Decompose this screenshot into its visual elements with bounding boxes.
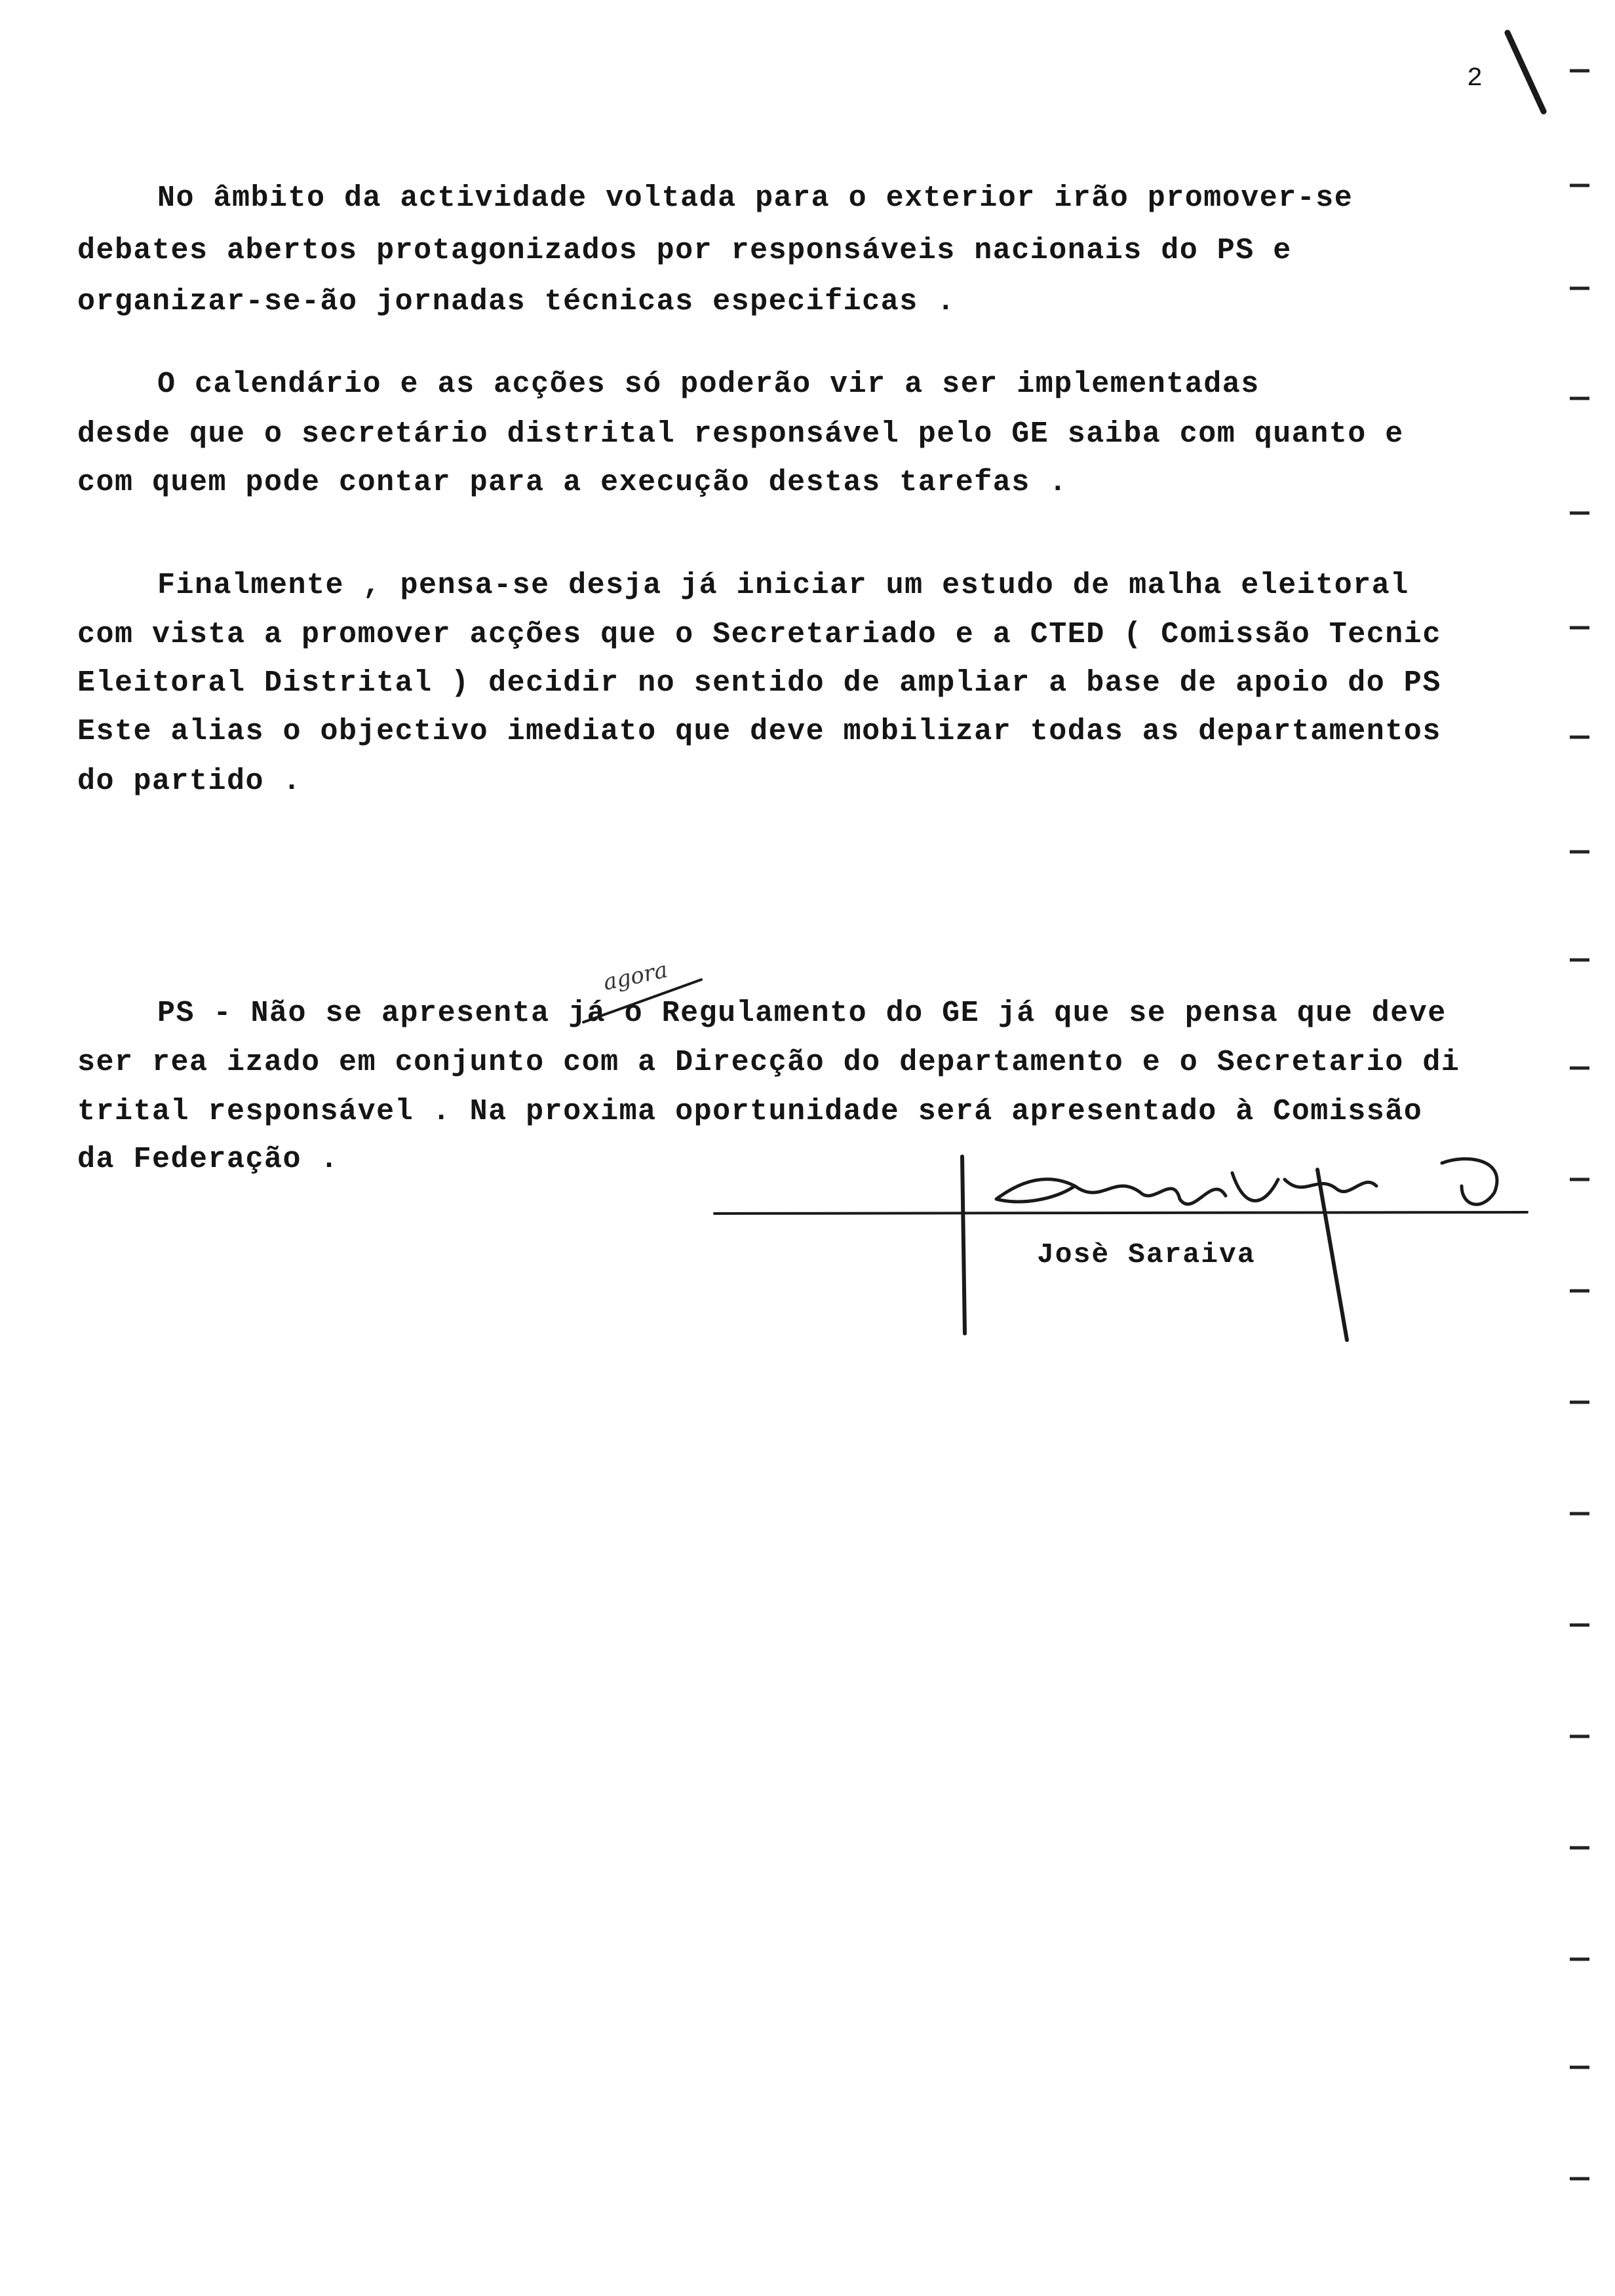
text-line: O calendário e as acções só poderão vir a ser implementadas bbox=[157, 368, 1260, 401]
text-line: organizar-se-ão jornadas técnicas especificas . bbox=[77, 285, 956, 318]
text-line: Eleitoral Distrital ) decidir no sentido de ampliar a base de apoio do PS bbox=[77, 666, 1441, 700]
page-number: 2 bbox=[1467, 64, 1483, 94]
text-line: ser rea izado em conjunto com a Direcção do departamento e o Secretario di bbox=[77, 1046, 1460, 1079]
text-line: Finalmente , pensa-se desja já iniciar um estudo de malha eleitoral bbox=[157, 569, 1409, 602]
text-line: trital responsável . Na proxima oportunidade será apresentado à Comissão bbox=[77, 1095, 1423, 1128]
text-line: com vista a promover acções que o Secretariado e a CTED ( Comissão Tecnic bbox=[77, 618, 1441, 651]
text-line: debates abertos protagonizados por responsáveis nacionais do PS e bbox=[77, 234, 1292, 267]
text-line: do partido . bbox=[77, 765, 302, 798]
text-line: No âmbito da actividade voltada para o exterior irão promover-se bbox=[157, 182, 1353, 215]
handwritten-annotation: agora bbox=[600, 957, 671, 996]
text-line: da Federação . bbox=[77, 1143, 340, 1176]
text-line: PS - Não se apresenta já o Regulamento do GE já que se pensa que deve bbox=[157, 997, 1447, 1030]
text-line: com quem pode contar para a execução destas tarefas . bbox=[77, 466, 1068, 499]
signatory-name: Josè Saraiva bbox=[1037, 1238, 1256, 1271]
text-line: desde que o secretário distrital responsável pelo GE saiba com quanto e bbox=[77, 417, 1404, 451]
text-line: Este alias o objectivo imediato que deve mobilizar todas as departamentos bbox=[77, 715, 1441, 748]
